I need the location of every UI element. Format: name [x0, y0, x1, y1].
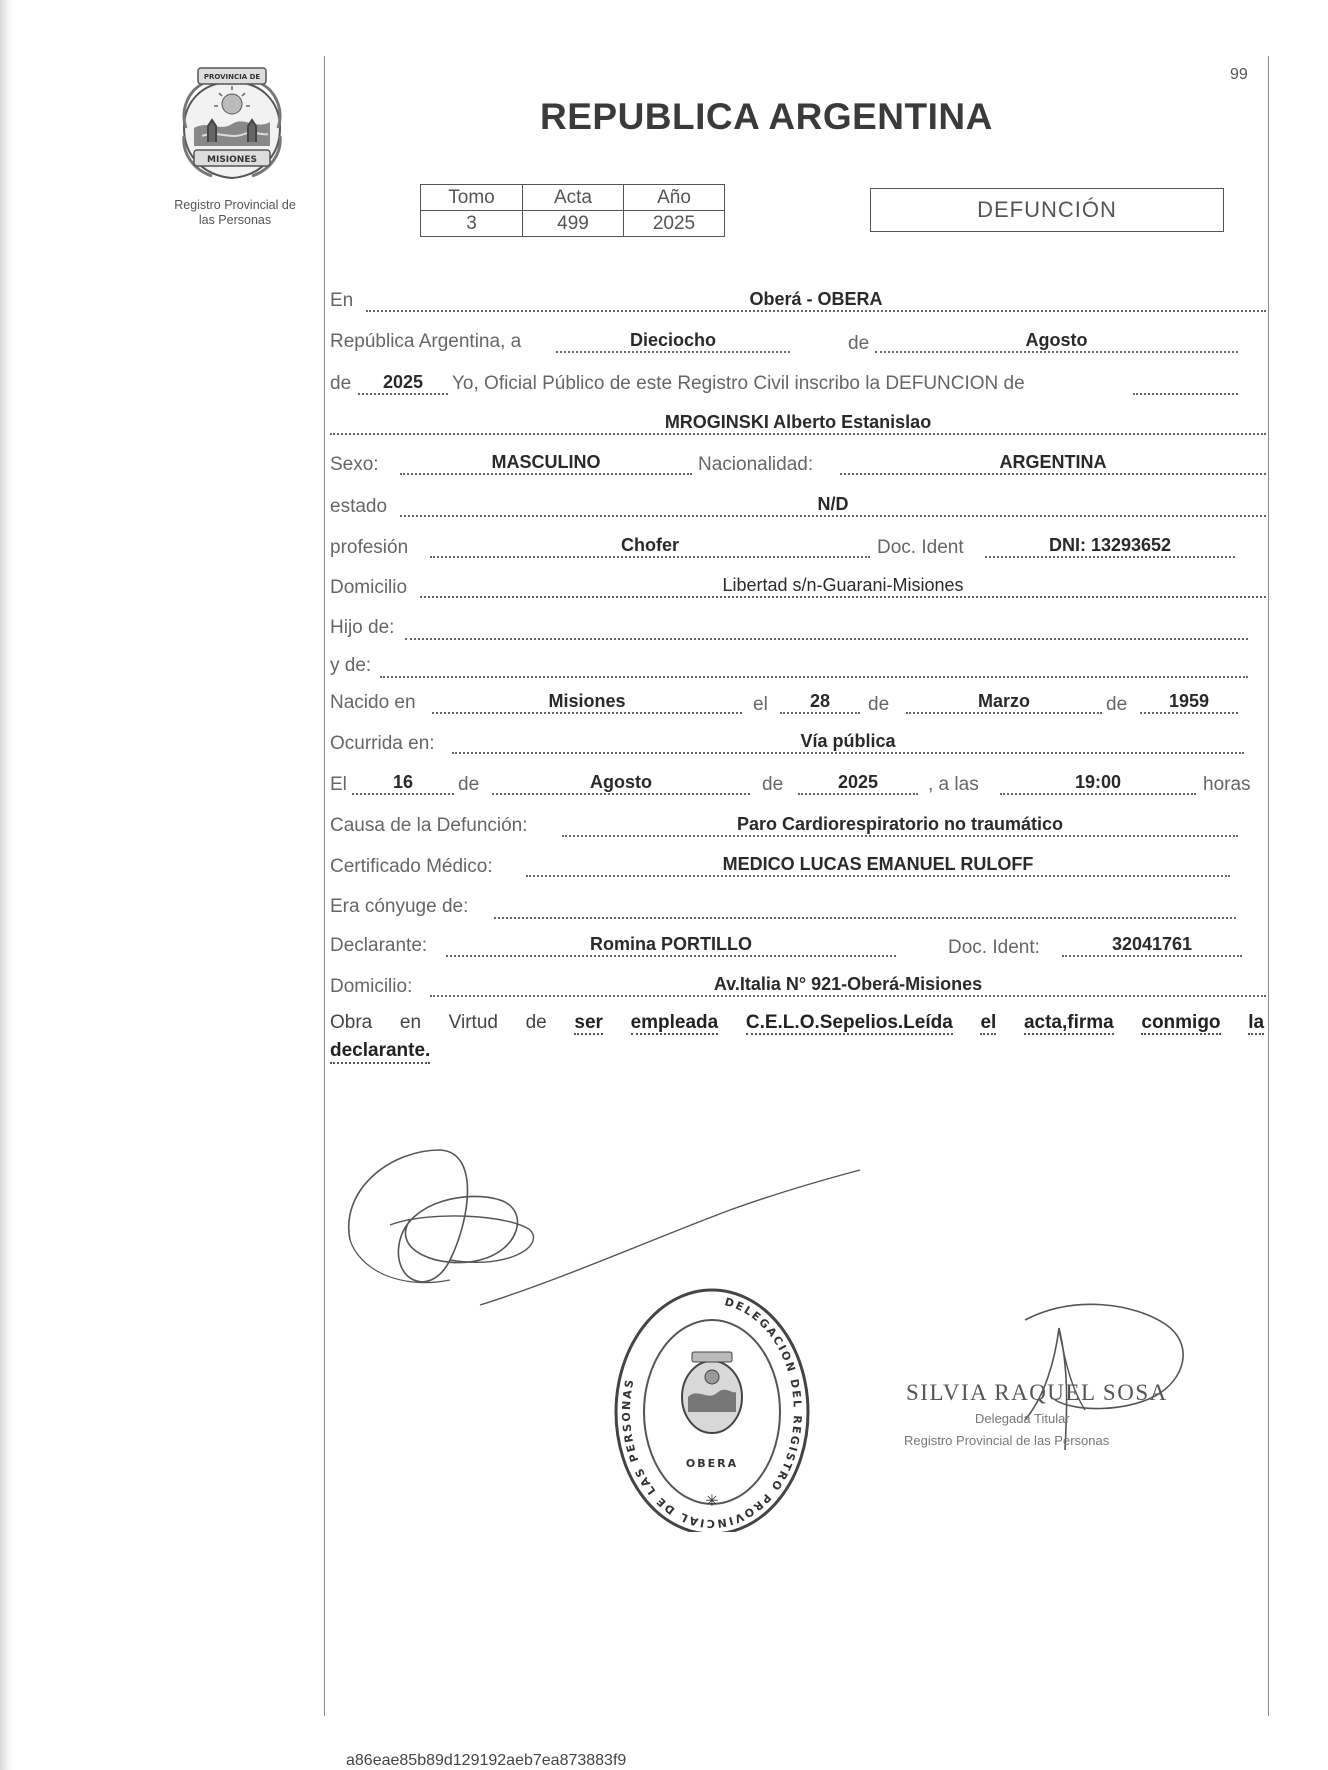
death-place-field: Vía pública [452, 730, 1244, 754]
label-hijo-de: Hijo de: [330, 617, 395, 638]
closing-value: empleada [630, 1012, 719, 1033]
record-type-box: DEFUNCIÓN [870, 188, 1224, 232]
birth-day-field: 28 [780, 690, 860, 714]
closing-value: el [980, 1012, 997, 1033]
closing-tail: declarante. [330, 1040, 430, 1064]
label-profesion: profesión [330, 537, 409, 558]
label-de-3: de [868, 694, 890, 715]
scan-page-edge [0, 0, 14, 1770]
closing-value: acta,firma [1023, 1012, 1114, 1033]
closing-word: de [525, 1012, 547, 1033]
closing-value: ser [574, 1012, 603, 1033]
page-margin-line [324, 56, 325, 1716]
label-de-6: de [762, 774, 784, 795]
label-domicilio-2: Domicilio: [330, 976, 413, 997]
declarant-address-field: Av.Italia N° 921-Oberá-Misiones [430, 973, 1266, 997]
label-declarante: Declarante: [330, 935, 428, 956]
label-nacionalidad: Nacionalidad: [698, 454, 814, 475]
seal-ring-text-path: DELEGACION DEL REGISTRO PROVINCIAL DE LAS PERSONAS [619, 1295, 804, 1531]
label-sexo: Sexo: [330, 454, 379, 475]
sex-field: MASCULINO [400, 451, 692, 475]
label-en: En [330, 290, 354, 311]
death-time-field: 19:00 [1000, 771, 1196, 795]
day-words-field: Dieciocho [556, 329, 790, 353]
page-number: 99 [1230, 66, 1248, 83]
seal-crest-icon [682, 1352, 742, 1433]
label-doc-ident: Doc. Ident [877, 537, 964, 558]
medical-certificate-field: MEDICO LUCAS EMANUEL RULOFF [526, 853, 1230, 877]
address-field: Libertad s/n-Guarani-Misiones [420, 574, 1266, 598]
closing-statement [330, 1012, 1264, 1034]
closing-word: Obra [330, 1012, 373, 1033]
label-certificado: Certificado Médico: [330, 856, 493, 877]
ano-value: 2025 [624, 211, 725, 237]
birth-place-field: Misiones [432, 690, 742, 714]
ano-header: Año [624, 185, 725, 211]
month-field: Agosto [875, 329, 1238, 353]
birth-year-field: 1959 [1140, 690, 1238, 714]
declarant-doc-field: 32041761 [1062, 933, 1242, 957]
label-domicilio: Domicilio [330, 577, 408, 598]
death-year-field: 2025 [798, 771, 918, 795]
civil-status-field: N/D [400, 493, 1266, 517]
page-right-border [1268, 56, 1269, 1716]
label-el-cap: El [330, 774, 347, 795]
registry-seal [612, 1282, 812, 1532]
label-estado: estado [330, 496, 388, 517]
official-name: SILVIA RAQUEL SOSA [906, 1380, 1168, 1405]
label-conyuge: Era cónyuge de: [330, 896, 469, 917]
label-de-4: de [1106, 694, 1128, 715]
seal-star-icon: ✳ [705, 1491, 719, 1510]
deceased-name-field: MROGINSKI Alberto Estanislao [330, 411, 1266, 435]
cause-field: Paro Cardiorespiratorio no traumático [562, 813, 1238, 837]
label-doc-ident-2: Doc. Ident: [948, 937, 1040, 958]
acta-value: 499 [523, 211, 624, 237]
provincial-crest-icon [178, 66, 286, 186]
document-id-field: DNI: 13293652 [985, 534, 1235, 558]
declarant-name-field: Romina PORTILLO [446, 933, 896, 957]
birth-month-field: Marzo [906, 690, 1102, 714]
place-field: Oberá - OBERA [366, 288, 1266, 312]
label-republica: República Argentina, a [330, 331, 522, 352]
crest-base-text: MISIONES [207, 155, 257, 165]
official-office: Registro Provincial de las Personas [904, 1433, 1110, 1448]
label-horas: horas [1203, 774, 1251, 795]
closing-value: conmigo [1141, 1012, 1221, 1033]
label-el: el [753, 694, 768, 715]
closing-value: C.E.L.O.Sepelios.Leída [745, 1012, 953, 1033]
acta-header: Acta [523, 185, 624, 211]
closing-word: Virtud [448, 1012, 498, 1033]
page-title: REPUBLICA ARGENTINA [540, 96, 993, 137]
closing-value: la [1248, 1012, 1265, 1033]
death-month-field: Agosto [492, 771, 750, 795]
record-reference-table [420, 184, 725, 237]
registry-caption-line-2: las Personas [198, 213, 272, 227]
seal-city: OBERA [685, 1457, 739, 1470]
father-field [405, 616, 1248, 640]
label-nacido-en: Nacido en [330, 692, 416, 713]
document-hash: a86eae85b89d129192aeb7ea873883f9 [346, 1752, 627, 1769]
death-day-field: 16 [352, 771, 454, 795]
deceased-lead-field [1133, 371, 1238, 395]
closing-word: en [399, 1012, 422, 1033]
registry-caption-line-1: Registro Provincial de [174, 198, 296, 212]
label-ocurrida-en: Ocurrida en: [330, 733, 435, 754]
registry-caption [150, 198, 320, 228]
label-a-las: , a las [928, 774, 979, 795]
label-yo-oficial: Yo, Oficial Público de este Registro Civil inscribo la DEFUNCION de [452, 373, 1025, 394]
label-causa: Causa de la Defunción: [330, 815, 528, 836]
label-de-1: de [848, 333, 870, 354]
label-de-5: de [458, 774, 480, 795]
tomo-header: Tomo [421, 185, 523, 211]
spouse-field [494, 895, 1236, 919]
label-de-2: de [330, 373, 352, 394]
label-y-de: y de: [330, 655, 372, 676]
crest-banner-text: PROVINCIA DE [203, 73, 261, 81]
tomo-value: 3 [421, 211, 523, 237]
profession-field: Chofer [430, 534, 870, 558]
year-field: 2025 [358, 371, 448, 395]
mother-field [380, 654, 1248, 678]
official-role: Delegada Titular [975, 1411, 1070, 1426]
official-signature [995, 1300, 1205, 1450]
nationality-field: ARGENTINA [840, 451, 1266, 475]
